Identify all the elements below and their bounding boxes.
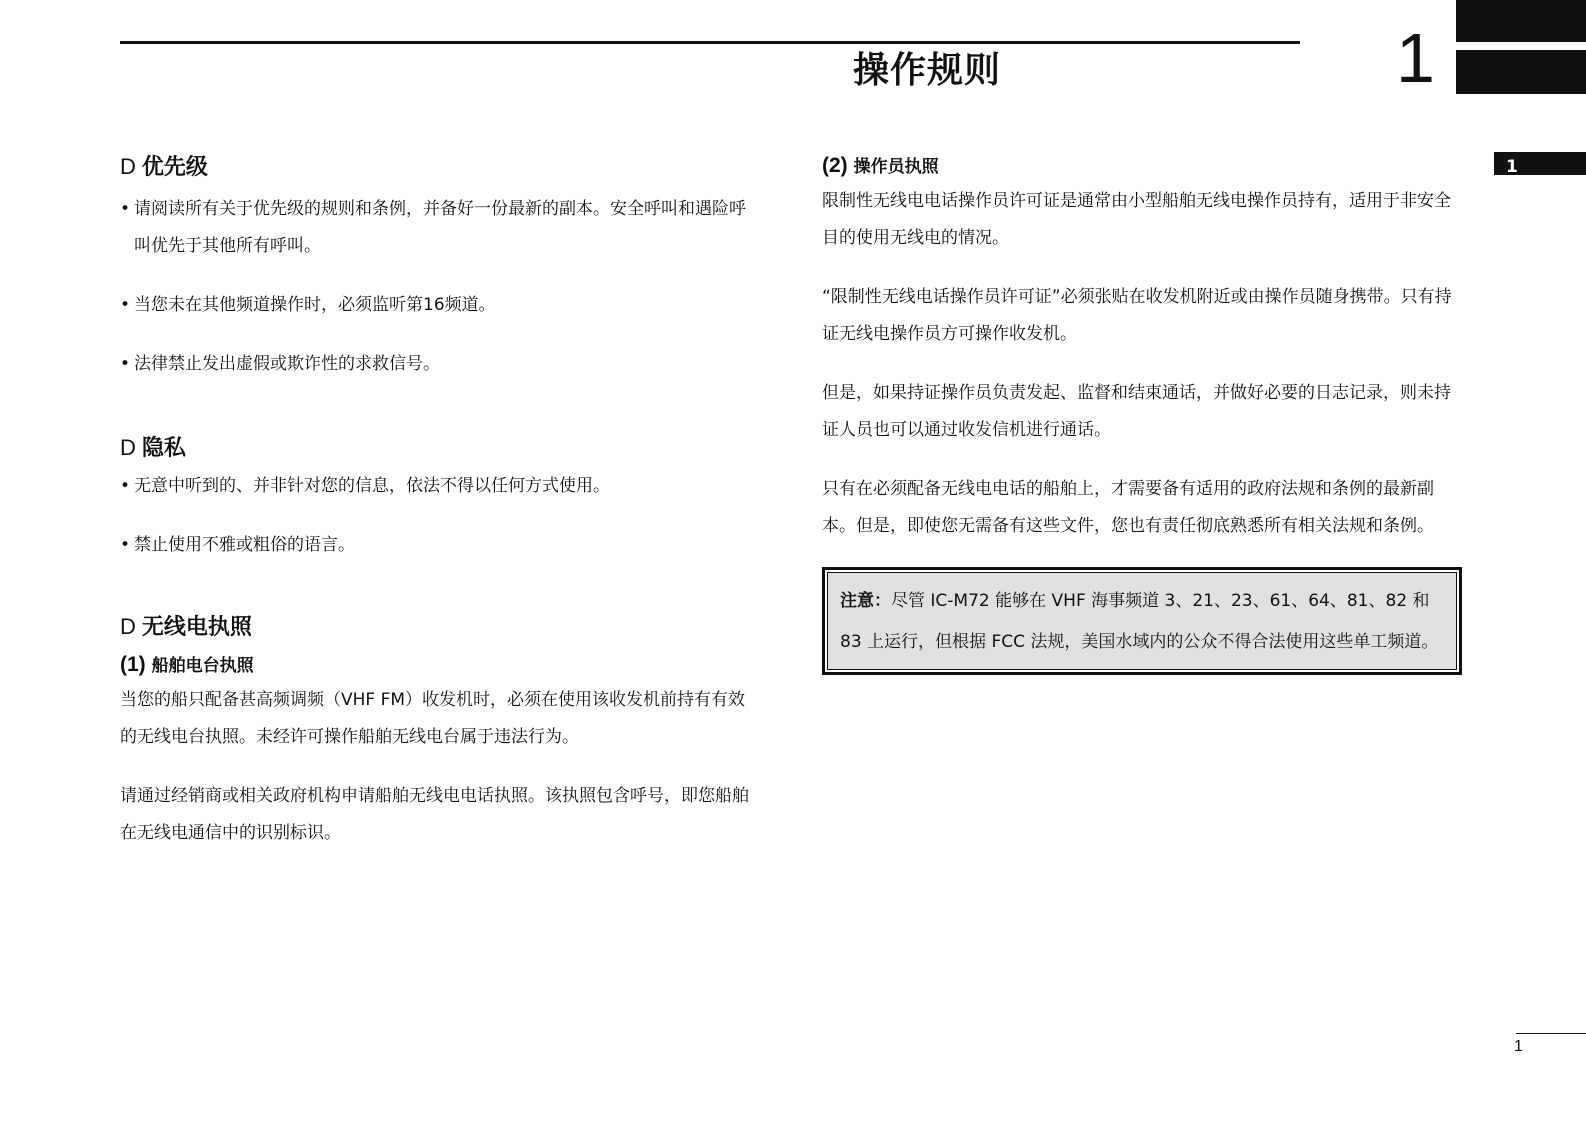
subsection-number: (2) xyxy=(822,154,848,177)
license-heading-text: 无线电执照 xyxy=(141,615,252,640)
section-marker: D xyxy=(120,154,136,179)
privacy-section xyxy=(120,431,760,564)
right-column xyxy=(822,150,1462,675)
left-column xyxy=(120,150,760,852)
priority-bullet: • 请阅读所有关于优先级的规则和条例，并备好一份最新的副本。安全呼叫和遇险呼叫优先于其他所有呼叫。 xyxy=(120,191,760,265)
chapter-number: 1 xyxy=(1396,19,1435,97)
note-box xyxy=(822,567,1462,675)
operator-paragraph: “限制性无线电话操作员许可证”必须张贴在收发机附近或由操作员随身携带。只有持证无线电操作员方可操作收发机。 xyxy=(822,287,1452,344)
section-marker: D xyxy=(120,435,136,460)
page-number: 1 xyxy=(1514,1038,1523,1055)
note-label: 注意： xyxy=(840,591,891,611)
privacy-heading-text: 隐私 xyxy=(141,436,186,461)
section-marker: D xyxy=(120,614,136,639)
header-rule xyxy=(120,41,1300,44)
priority-section xyxy=(120,150,760,383)
license-paragraph: 请通过经销商或相关政府机构申请船舶无线电电话执照。该执照包含呼号，即您船舶在无线电通信中的识别标识。 xyxy=(120,786,749,843)
license-section xyxy=(120,610,760,852)
privacy-bullet: • 禁止使用不雅或粗俗的语言。 xyxy=(120,527,760,564)
priority-bullet: • 当您未在其他频道操作时，必须监听第16频道。 xyxy=(120,287,760,324)
license-heading xyxy=(120,610,760,645)
priority-heading xyxy=(120,150,760,185)
note-text: 尽管 IC-M72 能够在 VHF 海事频道 3、21、23、61、64、81、82 和 83 上运行，但根据 FCC 法规，美国水域内的公众不得合法使用这些单工频道。 xyxy=(840,591,1439,652)
operator-paragraph: 限制性无线电电话操作员许可证是通常由小型船舶无线电操作员持有，适用于非安全目的使用无线电的情况。 xyxy=(822,191,1451,248)
privacy-bullet: • 无意中听到的、并非针对您的信息，依法不得以任何方式使用。 xyxy=(120,468,760,505)
ship-station-license-heading xyxy=(120,649,760,682)
note-content xyxy=(827,572,1457,670)
priority-bullet: • 法律禁止发出虚假或欺诈性的求救信号。 xyxy=(120,346,760,383)
subsection-number: (1) xyxy=(120,653,146,676)
chapter-tab-block xyxy=(1456,0,1586,42)
footer-rule xyxy=(1516,1033,1586,1034)
license-paragraph: 当您的船只配备甚高频调频（VHF FM）收发机时，必须在使用该收发机前持有有效的无线电台执照。未经许可操作船舶无线电台属于违法行为。 xyxy=(120,690,746,747)
chapter-tab-block-lower xyxy=(1456,50,1586,94)
operator-license-heading xyxy=(822,150,1462,183)
operator-license-heading-text: 操作员执照 xyxy=(853,157,939,177)
ship-station-license-heading-text: 船舶电台执照 xyxy=(151,656,254,676)
page-title: 操作规则 xyxy=(853,50,1002,91)
operator-paragraph: 只有在必须配备无线电电话的船舶上，才需要备有适用的政府法规和条例的最新副本。但是，即使您无需备有这些文件，您也有责任彻底熟悉所有相关法规和条例。 xyxy=(822,479,1434,536)
operator-paragraph: 但是，如果持证操作员负责发起、监督和结束通话，并做好必要的日志记录，则未持证人员也可以通过收发信机进行通话。 xyxy=(822,383,1451,440)
chapter-side-tab: 1 xyxy=(1494,152,1586,175)
priority-heading-text: 优先级 xyxy=(141,155,208,180)
privacy-heading xyxy=(120,431,760,466)
